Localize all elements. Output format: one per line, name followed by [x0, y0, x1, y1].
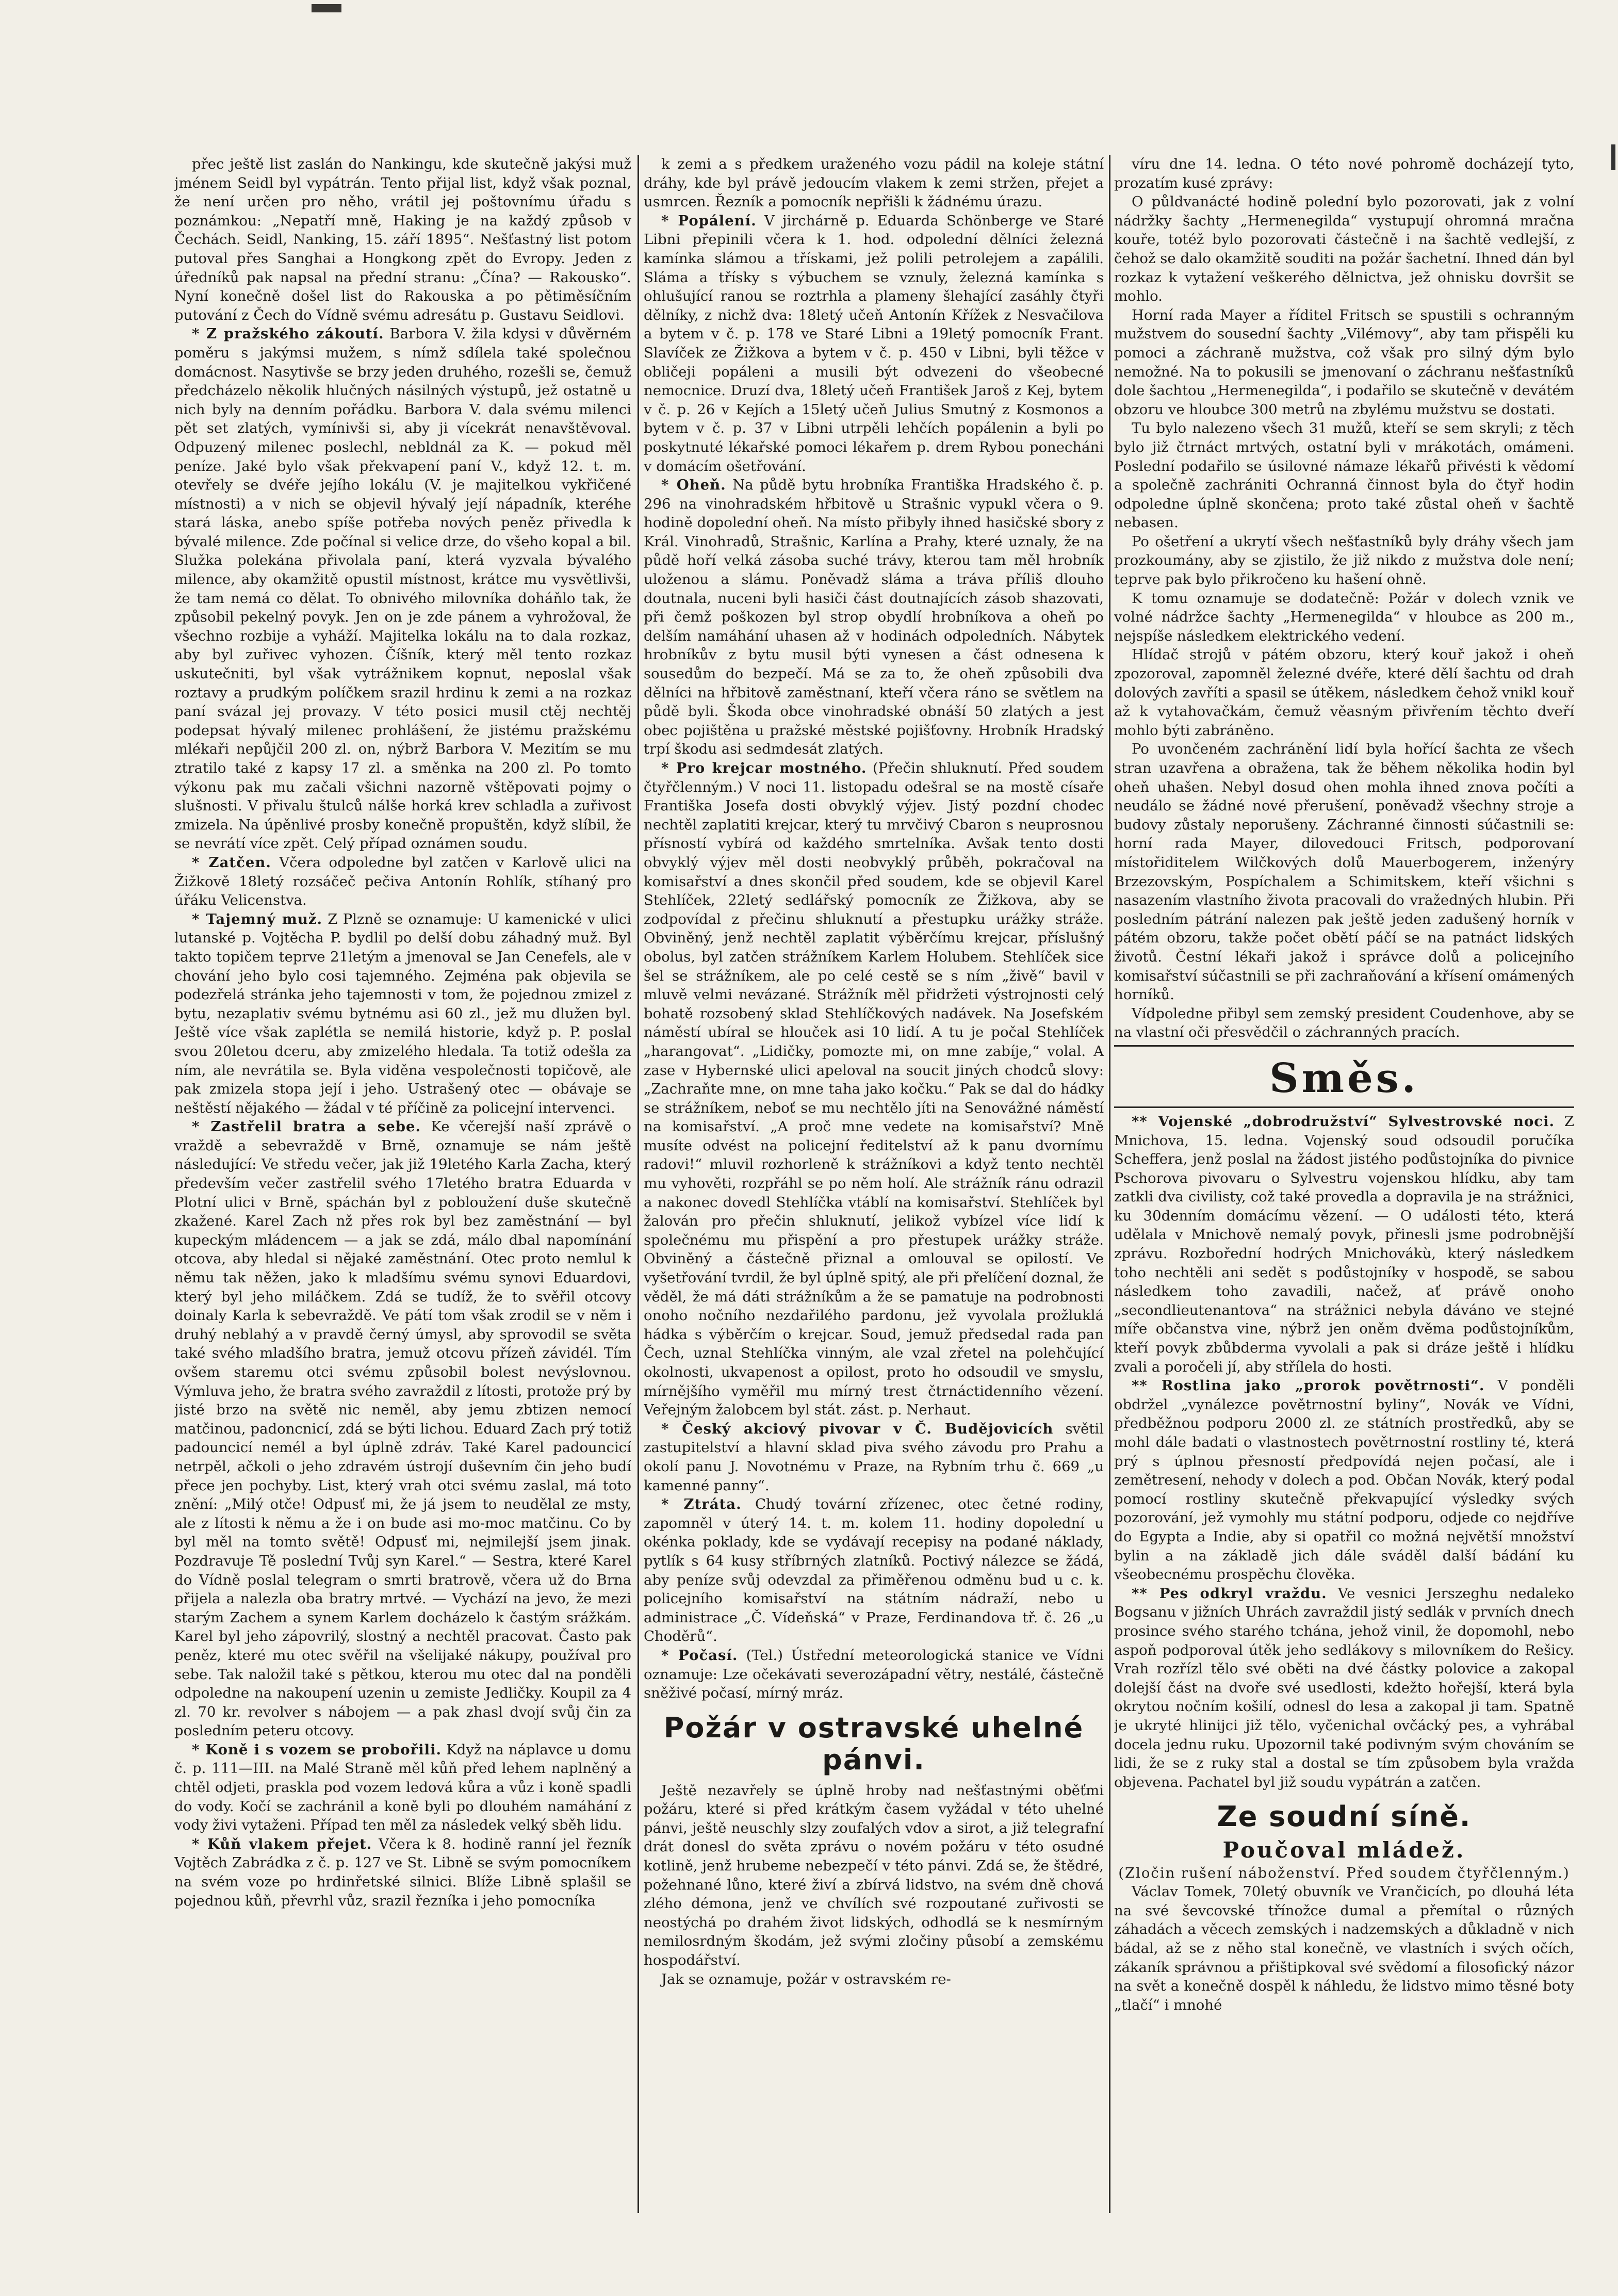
article-paragraph	[1114, 1376, 1574, 1584]
column-rule-2	[1109, 155, 1110, 2213]
article-text: Z Plzně se oznamuje: U kamenické v ulici lutanské p. Vojtěcha P. bydlil po delší dobu záhadný muž. Byl takto topičem teprve 21letým a jmenoval se Jan Cenefels, ale v chování jeho bylo cosi tajemného. Zejména pak objevila se podezřelá stránka jeho tajemnosti v tom, že pojednou zmizel z bytu, nezaplativ svému bytnému asi 60 zl., jež mu dlužen byl. Ještě více však zaplétla se nemilá historie, když p. P. poslal svou 20letou dceru, aby zmizelého hledala. Ta totiž odešla za ním, ale nevrátila se. Byla viděna vespolečnosti topičově, ale pak zmizela stopa její i jeho. Ustrašený otec — obávaje se neštěstí nějakého — žádal v té příčině za policejní intervenci.	[174, 910, 631, 1116]
article-text: Ve vesnici Jerszeghu nedaleko Bogsanu v jižních Uhrách zavraždil jistý sedlák v prvních dnech prosince svého starého tchána, jehož vinil, že dopomohl, nebo aspoň podporoval útěk jeho sedlákovy s milovníkem do Rešicy. Vrah rozřízl tělo své oběti na dvé částky polovice a zakopal dolejší část na dvoře své usedlosti, kdežto hořejší, která byla okrytou nočním košilí, odnesl do lesa a zakopal ji tam. Spatně je ukryté hlinijci již tělo, vyčenichal ovčácký pes, a vyhrábal docela jednu ruku. Upozornil také podivným svým chováním se lidi, že se z ruky stal a dostal se tím způsobem byla vražda objevena. Pachatel byl již soudu vypátrán a zatčen.	[1114, 1585, 1574, 1790]
article-text: Václav Tomek, 70letý obuvník ve Vrančicích, po dlouhá léta na své ševcovské třínožce dumal a přemítal o různých záhadách a věcech zemských i nadzemských a důkladně v nich bádal, až se z něho stal konečně, ve vlastních i svých očích, zákaník správnou a přištipkoval své svědomí a filosofický názor na svět a konečně dospěl k náhledu, že lidstvo mimo těsné boty „tlačí“ i mnohé	[1114, 1883, 1574, 2013]
article-headline: * Ztráta.	[661, 1496, 742, 1513]
article-text: Ještě nezavřely se úplně hroby nad nešťastnými oběťmi požáru, které si před krátkým časem vyžádal v této uhelné pánvi, ještě neuschly slzy zoufalých vdov a sirot, a již telegrafní drát donesl do světa zprávu o novém požáru v této osudné kotlině, jenž hrubeme nebezpečí v této pánvi. Zdá se, že štědré, požehnané lůno, které živí a zbírvá lidstvo, na svém dně chová zlého démona, jenž ve chvílích své rozpoutané zuřivosti se neostýchá po drahém život lidských, odhodlá se k nesmírným nemilosrdným škodám, jež svými zločiny působí a zemskému hospodářství.	[644, 1782, 1104, 1969]
article-paragraph	[644, 155, 1104, 211]
article-paragraph	[1114, 740, 1574, 1004]
column-rule-1	[638, 155, 639, 2213]
article-text: (Tel.) Ústřední meteorologická stanice ve Vídni oznamuje: Lze očekávati severozápadní větry, nestálé, částečně sněživé počasí, mírný mráz.	[644, 1647, 1104, 1702]
article-paragraph	[644, 211, 1104, 476]
article-headline: * Popálení.	[661, 212, 757, 229]
article-paragraph	[644, 476, 1104, 759]
column-1	[174, 155, 631, 2218]
article-text: Po ošetření a ukrytí všech nešťastníků byly dráhy všech jam prozkoumány, aby se zjistilo, že již nikdo z mužstva dole není; teprve pak bylo přikročeno ku hašení ohně.	[1114, 533, 1574, 588]
article-text: V jirchárně p. Eduarda Schönberge ve Staré Libni přepinili včera k 1. hod. odpolední dělníci železná kamínka slámou a třískami, jež polili petrolejem a zapálili. Sláma a třísky s výbuchem se vznuly, železná kamínka s ohlušující ranou se roztrhla a plameny šlehající zasáhly čtyři dělníky, z nichž dva: 18letý učeň Antonín Křížek z Nesvačilova a bytem v č. p. 178 ve Staré Libni a 19letý pomocník Frant. Slavíček ze Žižkova a bytem v č. p. 450 v Libni, byli těžce v obličeji popáleni a musili být odvezeni do všeobecné nemocnice. Druzí dva, 18letý učeň František Jaroš z Kej, bytem v č. p. 26 v Kejích a 15letý učeň Julius Smutný z Kosmonos a bytem v č. p. 37 v Libni utrpěli lehčích popálenin a byli po poskytnuté lékařské pomoci lékařem p. drem Rybou ponecháni v domácím ošetřování.	[644, 212, 1104, 475]
article-text: Vídpoledne přibyl sem zemský president Coudenhove, aby se na vlastní oči přesvědčil o záchranných pracích.	[1114, 1005, 1574, 1041]
section-divider	[1114, 1045, 1574, 1047]
article-paragraph	[174, 1835, 631, 1910]
column-2-articles	[644, 155, 1104, 1703]
article-paragraph	[644, 759, 1104, 1420]
section-divider	[1114, 1106, 1574, 1108]
article-text: světil zastupitelství a hlavní sklad piva svého závodu pro Prahu a okolí panu J. Novotnému v Praze, na Rybním trhu č. 669 „u kamenné panny“.	[644, 1420, 1104, 1494]
fire-article	[644, 1781, 1104, 1989]
article-paragraph	[644, 1420, 1104, 1495]
page-edge-mark	[1611, 144, 1615, 170]
article-text: Když na náplavce u domu č. p. 111—III. na Malé Straně měl kůň před lehem naplněný a chtěl odjeti, praskla pod vozem ledová kůra a vůz i koně spadli do vody. Kočí se zachránil a koně byli po dlouhém namáhání z vody živi vytaženi. Případ ten měl za následek velký sběh lidu.	[174, 1741, 631, 1834]
column-2	[644, 155, 1104, 2218]
article-paragraph	[1114, 1882, 1574, 2014]
article-text: Barbora V. žila kdysi v důvěrném poměru s jakýmsi mužem, s nímž sdílela také společnou domácnost. Nasytivše se brzy jeden druhého, rozešli se, čemuž předcházelo několik hlučných násilných výstupů, jež ostatně u nich byly na denním pořádku. Barbora V. dala svému milenci pět set zlatých, vymínivši si, aby ji vícekrát nenavštěvoval. Odpuzený milenec poslechl, nebldnál za K. — pokud měl peníze. Jaké bylo však překvapení paní V., když 12. t. m. otevřely se dvéře jejího lokálu (V. je majitelkou vykřičené místnosti) a v nich se objevil hývalý její nápadník, kteréhe stará láska, anebo spíše potřeba nových peněz přivedla k bývalé milence. Zde počínal si velice drze, do všeho kopal a bil. Služka polekána přivolala paní, která vyzvala bývalého milence, aby okamžitě opustil místnost, krátce mu vysvětlivši, že tam nemá co dělat. To obnivého milovníka doháňlo tak, že způsobil pekelný povyk. Jen on je zde pánem a vyhrožoval, že všechno rozbije a vyháží. Majitelka lokálu na to dala rozkaz, aby byl zuřivec vyhozen. Číšník, který měl tento rozkaz uskutečniti, byl však vytrážnikem kopnut, neposlal však roztavy a prudkým políčkem srazil hrdinu k zemi a na rozkaz paní svázal jej provazy. V této posici musil ctěj nechtěj podepsat hývalý milenec prohlášení, že jistému pražskému mlékaři nepůjčil 200 zl. on, nýbrž Barbora V. Mezitím se mu ztratilo také z kapsy 17 zl. a směnka na 200 zl. Po tomto výkonu pak mu začali všichni nazorně vštěpovati pojmy o slušnosti. V přivalu štulců nálše horká krev schladla a zuřivost zmizela. Na úpěnlivé prosby konečně propuštěn, když slíbil, že se nevrátí více zpět. Celý případ oznámen soudu.	[174, 325, 631, 852]
article-text: Jak se oznamuje, požár v ostravském re-	[661, 1971, 951, 1988]
article-text: Hlídač strojů v pátém obzoru, který kouř jakož i oheň zpozoroval, zapomněl železné dvéře, které dělí šachtu od drah dolových zavříti a spasil se útěkem, následkem čehož vnikl kouř až k vytahovačkám, čemuž věasným přivřením těchto dveří mohlo býti zabráněno.	[1114, 646, 1574, 739]
article-headline: * Koně i s vozem se probořili.	[192, 1741, 442, 1758]
article-text: V ponděli obdržel „vynálezce povětrnostní byliny“, Novák ve Vídni, předběžnou podporu 2000 zl. ze státních prostředků, aby se mohl dále badati o vlastnostech povětrnostní rostliny té, která prý s úplnou přesností předpovídá nejen počasí, ale i zemětresení, nehody v dolech a pod. Občan Novák, který podal pomocí rostliny skutečně překvapující výsledky svých pozorování, jež vymohly mu státní podporu, odjede co nejdříve do Egypta a Indie, aby si opatřil co možná největší množství bylin a na základě jich dále sváděl další bádání ku všeobecnému prospěchu člověka.	[1114, 1377, 1574, 1583]
article-paragraph	[174, 155, 631, 324]
article-paragraph	[1114, 645, 1574, 740]
article-text: Včera k 8. hodině ranní jel řezník Vojtěch Zabrádka z č. p. 127 ve St. Libně se svým pomocníkem na svém voze po hrdinřetské silnici. Blíže Libně splašil se pojednou kůň, převrhl vůz, srazil řezníka i jeho pomocníka	[174, 1835, 631, 1909]
court-article	[1114, 1882, 1574, 2014]
article-text: Po uvončeném zachránění lidí byla hořící šachta ze všech stran uzavřena a obražena, tak že během několika hodin byl oheň uhašen. Nebyl dosud ohen mohla ihned znova počíti a neudálo se žádné nové přerušení, poněvadž všechny stroje a budovy zůstaly neporušeny. Záchranné činnosti súčastnili se: horní rada Mayer, dilovedouci Fritsch, podporovaní místořiditelem Wilčkových dolů Mauerbogerem, inženýry Brzezovským, Pospíchalem a Schimitskem, kteří všichni s nasazením vlastního života pracovali do vražedných hlubin. Při posledním pátrání nalezen pak ještě jeden zadušený horník v pátém obzoru, takže počet obětí páčí se na patnáct lidských životů. Čestní lékaři jakož i správce dolů a policejního komisařství súčastnili se při zachraňování a křísení omámených horníků.	[1114, 741, 1574, 1003]
article-paragraph	[174, 853, 631, 910]
article-paragraph	[1114, 306, 1574, 419]
article-paragraph	[644, 1781, 1104, 1970]
article-text: k zemi a s předkem uraženého vozu pádil na koleje státní dráhy, kde byl právě jedoucím vlakem k zemi stržen, přejet a usmrcen. Řezník a pomocník nepřišli k žádnému úrazu.	[644, 156, 1104, 210]
article-paragraph	[1114, 1112, 1574, 1376]
court-subtitle: Poučoval mládež.	[1222, 1837, 1466, 1863]
article-paragraph	[174, 910, 631, 1118]
article-paragraph	[174, 1117, 631, 1740]
article-text: Ke včerejší naší zprávě o vraždě a sebevraždě v Brně, oznamuje se nám ještě následující: Ve středu večer, jak již 19letého Karla Zacha, který především večer zastřelil svého 17letého bratra Eduarda v Plotní ulici v Brně, spáchán byl z pobloužení duše skutečně zkažené. Karel Zach nž přes rok byl bez zaměstnání — byl kupeckým mládencem — a jak se zdá, málo dbal napomínání otcova, aby hledal si nějaké zaměstnání. Otec proto nemlul k němu tak něžen, jako k mladšímu svému synovi Eduardovi, který byl jeho miláčkem. Zdá se tudíž, že to svěřil otcovy doinaly Karla k sebevraždě. Ve pátí tom však zrodil se v něm i druhý neblahý a v pravdě černý úmysl, aby sprovodil se světa také svého mladšího bratra, jemuž otcovu přízeň závidél. Tím ovšem staremu otci svému způsobil bolest nevýslovnou. Výmluva jeho, že bratra svého zavraždil z lítosti, protože prý by jisté brzo na světě nic neměl, aby jemu zbtizen nemocí matčinou, padoncnicí, zdá se býti lichou. Eduard Zach prý totiž padouncicí nemél a byl úplně zdráv. Také Karel padouncicí netrpěl, ačkoli o jeho zdravém ústrojí duševním čin jeho budí přece jen pochyby. List, který vrah otci svému zaslal, má toto znění: „Milý otče! Odpusť mi, že já jsem to neudělal ze msty, ale z lítosti k němu a že i on bude asi mo-moc matčinu. Co by byl měl na tomto světě! Odpusť mi, nejmilejší jsem jinak. Pozdravuje Tě poslední Tvůj syn Karel.“ — Sestra, které Karel do Vídně poslal telegram o smrti bratrově, včera už do Brna přijela a nalezla oba bratry mrtvé. — Vychází na jevo, že mezi starým Zachem a synem Karlem docházelo k častým srážkám. Karel byl jeho zápovrilý, slostný a nechtěl pracovat. Často pak peněz, které mu otec svěřil na všelijaké nákupy, používal pro sebe. Tak naložil také s pětkou, kterou mu otec dal na ponděli odpoledne na nakoupení uzenin u zemiste Jedličky. Koupil za 4 zl. 70 kr. revolver s nábojem — a pak zhasl dvojí svůj čin za posledním peteru otcovy.	[174, 1118, 631, 1739]
court-note: (Zločin rušení náboženství. Před soudem čtyřčlenným.)	[1118, 1865, 1570, 1882]
section-title-court: Ze soudní síně.	[1217, 1800, 1472, 1833]
article-headline: * Zastřelil bratra a sebe.	[192, 1118, 421, 1135]
article-paragraph	[1114, 192, 1574, 306]
page-top-mark	[312, 4, 341, 12]
article-text: přec ještě list zaslán do Nankingu, kde skutečně jakýsi muž jménem Seidl byl vypátrán. Tento přijal list, když však poznal, že není určen pro něho, vrátil jej poštovnímu úřadu s poznámkou: „Nepatří mně, Haking je na každý způsob v Čechách. Seidl, Nanking, 15. září 1895“. Nešťastný list potom putoval přes Sanghai a Hongkong zpět do Evropy. Jeden z úředníků pak napsal na přední stranu: „Čína? — Rakousko“. Nyní konečně došel list do Rakouska a po pětiměsíčním putování z Čech do Vídně svému adresátu p. Gustavu Seidlovi.	[174, 156, 631, 323]
article-text: O půldvanácté hodině polední bylo pozorovati, jak z volní nádržky šachty „Hermenegilda“ vystupují ohromná mračna kouře, totéž bylo pozorovati částečně i na šachtě vedlejší, z čehož se dalo okamžitě souditi na požár šachetní. Ihned dán byl rozkaz k vytažení veškerého dělnictva, jež ohnisku dovršit se mohlo.	[1114, 193, 1574, 305]
article-text: Včera odpoledne byl zatčen v Karlově ulici na Žižkově 18letý rozsáčeč pečiva Antonín Rohlík, stíhaný pro úřáku Velicenstva.	[174, 854, 631, 909]
article-paragraph	[1114, 1584, 1574, 1792]
smes-articles	[1114, 1112, 1574, 1792]
article-headline: * Počasí.	[661, 1647, 738, 1664]
article-paragraph	[1114, 419, 1574, 532]
article-paragraph	[1114, 155, 1574, 192]
article-paragraph	[174, 324, 631, 853]
article-headline: * Z pražského zákoutí.	[192, 325, 384, 343]
article-text: víru dne 14. ledna. O této nové pohromě docházejí tyto, prozatím kusé zprávy:	[1114, 156, 1574, 191]
article-paragraph	[644, 1970, 1104, 1989]
article-text: Na půdě bytu hrobníka Františka Hradského č. p. 296 na vinohradském hřbitově u Strašnic vypukl včera o 9. hodině dopolední oheň. Na místo přibyly ihned hasičské sbory z Král. Vinohradů, Strašnic, Karlína a Prahy, které uznaly, že na půdě hoří velká zásoba suché trávy, kterou tam měl hrobník uloženou a slámu. Poněvadž sláma a tráva příliš dlouho doutnala, nuceni byli hasiči část doutnajících zásob shazovati, při čemž poškozen byl strop obydlí hrobníkova a oheň po delším namáhání uhasen až v hodinách odpoledních. Nábytek hrobníkův z bytu musil býti vynesen a část odnesena k sousedům do bezpečí. Má se za to, že oheň způsobili dva dělníci na hřbitově zaměstnaní, kteří včera ráno se světlem na půdě byli. Škoda obce vinohradské obnáší 50 zlatých a jest obec pojištěna u pražské městské pojišťovny. Hrobník Hradský trpí škodu asi sedmdesát zlatých.	[644, 477, 1104, 758]
article-headline: * Český akciový pivovar v Č. Budějovicích	[661, 1420, 1054, 1437]
article-text: Z Mnichova, 15. ledna. Vojenský soud odsoudil poručíka Scheffera, jenž poslal na žádost jistého podůstojníka do pivnice Pschorova pivovaru o Sylvestru vojenskou hlídku, aby tam zatkli dva civilisty, což také provedla a dopravila je na strážnici, ku 30denním domácímu vězení. — O události této, která udělala v Mnichově nemalý povyk, přinesli jsme podrobnější zprávu. Rozbořední hodrých Mnichovákù, který následkem toho nechtěli ani sedět s podůstojníky v hospodě, se sabou následkem toho zavadili, načež, ať právě onoho „secondlieutenantova“ na strážnici nebyla dáváno ve stejné míře občanstva vine, nýbrž jen oněm dvěma podůstojníkům, kteří povyk zbůbderma vyvolali a pak si dráze ještě i hlídku zvali a poročeli jí, aby střílela do hosti.	[1114, 1113, 1574, 1375]
article-text: Tu bylo nalezeno všech 31 mužů, kteří se sem skryli; z těch bylo již čtrnáct mrtvých, ostatní byli v mrákotách, omámeni. Poslední podařilo se úsilovné námaze lékařů přivésti k vědomí a společně zachrániti Ochranná činnost byla do čtyř hodin odpoledne úplně skončena; proto také zůstal oheň v šachtě nebasen.	[1114, 420, 1574, 531]
article-paragraph	[644, 1495, 1104, 1646]
article-headline: ** Rostlina jako „prorok povětrnosti“.	[1132, 1377, 1485, 1394]
article-headline: * Kůň vlakem přejet.	[192, 1835, 372, 1852]
article-text: K tomu oznamuje se dodatečně: Požár v dolech vznik ve volné nádržce šachty „Hermenegilda“ v hloubce as 200 m., nejspíše následkem elektrického vedení.	[1114, 590, 1574, 644]
section-title-smes: Směs.	[1269, 1054, 1419, 1102]
article-paragraph	[1114, 532, 1574, 589]
article-paragraph	[174, 1740, 631, 1835]
article-headline: * Pro krejcar mostného.	[661, 760, 867, 776]
article-headline: ** Vojenské „dobrodružství“ Sylvestrovské noci.	[1132, 1113, 1555, 1130]
article-headline: * Zatčen.	[192, 854, 271, 871]
article-headline: ** Pes odkryl vraždu.	[1132, 1585, 1327, 1602]
column-3-articles	[1114, 155, 1574, 1042]
article-text: Horní rada Mayer a říditel Fritsch se spustili s ochranným mužstvem do sousední šachty „Vilémovy“, aby tam přispěli ku pomoci a záchraně mužstva, což však pro silný dým bylo nemožné. Na to pokusili se jmenovaní o záchranu nešťastníků dole šachtou „Hermenegilda“, i podařilo se skutečně v devátém obzoru ve hloubce 300 metrů na zbylému mužstvu se dostati.	[1114, 306, 1574, 418]
section-title-fire: Požár v ostravské uhelné pánvi.	[663, 1711, 1084, 1776]
article-text: Chudý tovární zřízenec, otec četné rodiny, zapomněl v úterý 14. t. m. kolem 11. hodiny dopolední u okénka poklady, kde se vydávají recepisy na podané náklady, pytlík s 64 kusy stříbrných zlatníků. Poctivý nálezce se žádá, aby peníze svůj odevzdal za přiměřenou odměnu bud u c. k. policejního komisařství na státním nádraží, nebo u administrace „Č. Vídeňská“ v Praze, Ferdinandova tř. č. 26 „u Choděrů“.	[644, 1496, 1104, 1645]
article-paragraph	[1114, 1004, 1574, 1042]
column-3	[1114, 155, 1574, 2218]
article-paragraph	[1114, 589, 1574, 646]
article-text: (Přečin shluknutí. Před soudem čtyřčlenným.) V noci 11. listopadu odešral se na mostě císaře Františka Josefa dosti obvyklý výjev. Jistý pozdní chodec nechtěl zaplatiti krejcar, který tu mrvčivý Cbaron s neuprosnou přísností vybírá od každého smrtelníka. Avšak tento dosti obvyklý výjev měl dosti neobvyklý průběh, pokračoval na komisařství a dnes skončil před soudem, kde se objevil Karel Stehlíček, 22letý sedlářský pomocník ze Žižkova, aby se zodpovídal z přečinu shluknutí a přestupku urážky stráže. Obviněný, jenž nechtěl zaplatit výběrčímu krejcar, příslušný obolus, byl zatčen strážníkem Karlem Holubem. Stehlíček sice šel se strážníkem, ale po celé cestě se s ním „živě“ bavil v mluvě velmi nevázané. Strážník měl přidržeti výstrojnosti celý bohatě rozsobený sklad Stehlíčkových nadávek. Na Josefském náměstí ubíral se hlouček asi 10 lidí. A tu je počal Stehlíček „harangovat“. „Lidičky, pomozte mi, on mne zabíje,“ volal. A zase v Hybernské ulici apeloval na soucit jiných chodců slovy: „Zachraňte mne, on mne taha jako kočku.“ Pak se dal do hádky se strážníkem, neboť se mu nechtělo jíti na Senovážné náměstí na komisařství. „A proč mne vedete na komisařství? Mně musíte odvést na policejní ředitelství až k panu dvornímu radovi!“ mluvil rozhorleně k strážníkovi a když tento nechtěl mu vyhověti, rozpřáhl se po něm holí. Ale strážník ránu odrazil a nakonec dovedl Stehlíčka vtáblí na komisařství. Stehlíček byl žalován pro přečin shluknutí, jelikož vybízel více lidí k společnému mu přispění a pro přestupek urážky stráže. Obviněný a částečně přiznal a omlouval se opilostí. Ve vyšetřování tvrdil, že byl úplně spitý, ale při přelíčení doznal, že věděl, že má dáti strážníkům a že se pamatuje na podrobnosti onoho nočního nezdařilého pardonu, jež vyvolala prožluklá hádka s výběrčím o krejcar. Soud, jemuž předsedal rada pan Čech, uznal Stehlíčka vinným, ale vzal zřetel na polehčující okolnosti, ukvapenost a opilost, proto ho odsoudil ve smyslu, mírnějšího vyměřil mu mírný trest čtrnáctidenního vězení. Veřejným žalobcem byl stát. zást. p. Nerhaut.	[644, 760, 1104, 1419]
article-headline: * Tajemný muž.	[192, 910, 323, 927]
article-paragraph	[644, 1646, 1104, 1703]
article-headline: * Oheň.	[661, 477, 726, 494]
